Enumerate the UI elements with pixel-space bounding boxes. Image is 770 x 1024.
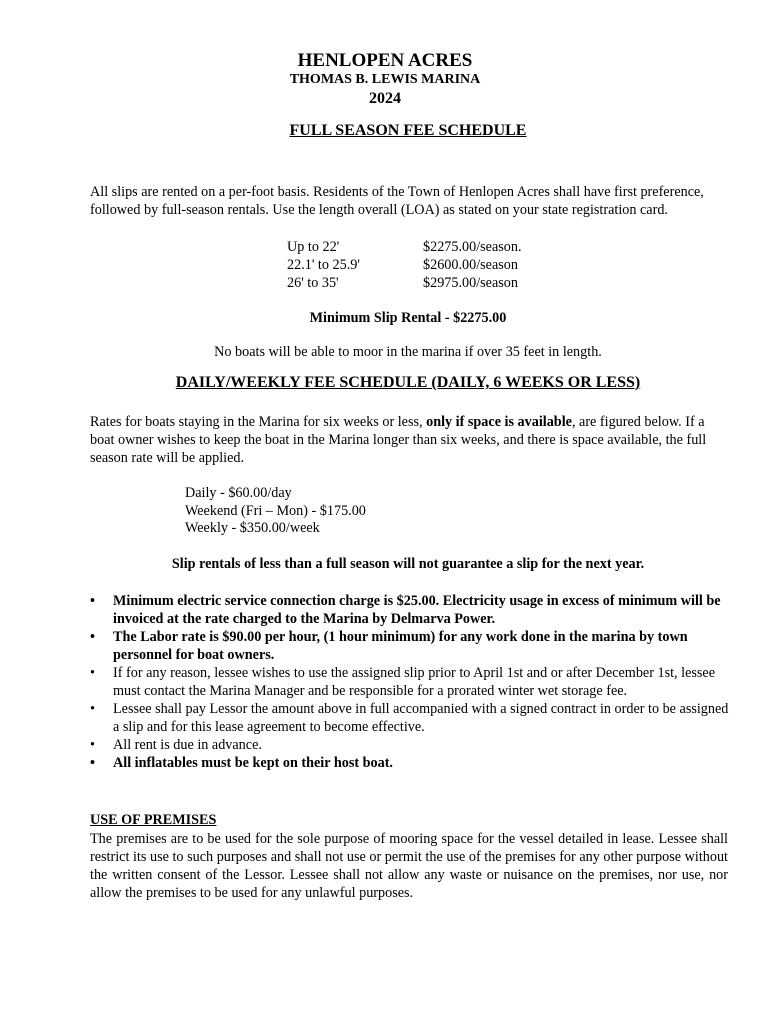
list-item-text: All rent is due in advance. bbox=[113, 737, 262, 753]
rate-price: $2275.00/season. bbox=[423, 239, 522, 255]
daily-weekly-intro bbox=[90, 413, 732, 467]
bullet-icon: • bbox=[90, 593, 95, 609]
bullet-icon: • bbox=[90, 737, 95, 753]
bullet-icon: • bbox=[90, 665, 95, 681]
rate-row bbox=[287, 274, 522, 292]
intro-text: , are figured below. If a boat owner wishes to keep the boat in the Marina longer than six weeks, and there is space available, the full season rate will be applied. bbox=[90, 414, 707, 466]
weekly-rate: Weekly - $350.00/week bbox=[185, 520, 320, 536]
list-item-text: If for any reason, lessee wishes to use the assigned slip prior to April 1st and or after December 1st, lessee must contact the Marina Manager and be responsible for a prorated winter wet storage fee. bbox=[113, 665, 716, 699]
weekend-rate: Weekend (Fri – Mon) - $175.00 bbox=[185, 502, 366, 519]
list-item bbox=[90, 700, 730, 736]
daily-weekly-heading: DAILY/WEEKLY FEE SCHEDULE (DAILY, 6 WEEKS OR LESS) bbox=[175, 374, 641, 391]
rate-length: 22.1' to 25.9' bbox=[287, 257, 360, 273]
bullet-icon: • bbox=[90, 629, 95, 645]
use-of-premises-text: The premises are to be used for the sole purpose of mooring space for the vessel detailed in lease. Lessee shall restrict its use to such purposes and shall not use or permit the use of the premises for any other purpose without the written consent of the Lessor. Lessee shall not allow any waste or nuisance on the premises, nor use, nor allow the premises to be used for any unlawful purposes. bbox=[90, 831, 728, 901]
full-season-heading: FULL SEASON FEE SCHEDULE bbox=[289, 122, 527, 139]
list-item-text: The Labor rate is $90.00 per hour, (1 hour minimum) for any work done in the marina by town personnel for boat owners. bbox=[113, 629, 688, 663]
list-item bbox=[90, 664, 730, 700]
list-item-text: All inflatables must be kept on their host boat. bbox=[113, 755, 393, 771]
document-year: 2024 bbox=[369, 90, 401, 107]
document-title: HENLOPEN ACRES bbox=[297, 50, 473, 71]
list-item bbox=[90, 754, 730, 772]
list-item-text: Lessee shall pay Lessor the amount above in full accompanied with a signed contract in order to be assigned a slip and for this lease agreement to become effective. bbox=[113, 701, 729, 735]
document-subtitle: THOMAS B. LEWIS MARINA bbox=[289, 72, 481, 87]
use-of-premises-heading: USE OF PREMISES bbox=[90, 812, 217, 828]
list-item bbox=[90, 736, 730, 754]
daily-weekly-rates bbox=[185, 485, 366, 538]
rate-row bbox=[287, 238, 522, 256]
full-season-rates bbox=[287, 238, 522, 292]
rate-length: Up to 22' bbox=[287, 239, 340, 255]
terms-list bbox=[90, 592, 730, 772]
rate-length: 26' to 35' bbox=[287, 275, 339, 291]
rate-row bbox=[287, 256, 522, 274]
rate-price: $2975.00/season bbox=[423, 275, 518, 291]
bullet-icon: • bbox=[90, 701, 95, 717]
no-boats-note: No boats will be able to moor in the marina if over 35 feet in length. bbox=[214, 344, 602, 360]
guarantee-note: Slip rentals of less than a full season will not guarantee a slip for the next year. bbox=[171, 556, 645, 572]
intro-emphasis: only if space is available bbox=[426, 414, 572, 430]
rate-price: $2600.00/season bbox=[423, 257, 518, 273]
bullet-icon: • bbox=[90, 755, 95, 771]
list-item bbox=[90, 628, 730, 664]
list-item bbox=[90, 592, 730, 628]
minimum-slip-rental: Minimum Slip Rental - $2275.00 bbox=[309, 310, 507, 326]
list-item-text: Minimum electric service connection charge is $25.00. Electricity usage in excess of minimum will be invoiced at the rate charged to the Marina by Delmarva Power. bbox=[113, 593, 721, 627]
daily-rate: Daily - $60.00/day bbox=[185, 485, 292, 501]
full-season-intro: All slips are rented on a per-foot basis. Residents of the Town of Henlopen Acres shall have first preference, followed by full-season rentals. Use the length overall (LOA) as stated on your state registration card. bbox=[90, 184, 704, 218]
intro-text: Rates for boats staying in the Marina for six weeks or less, bbox=[90, 414, 427, 430]
